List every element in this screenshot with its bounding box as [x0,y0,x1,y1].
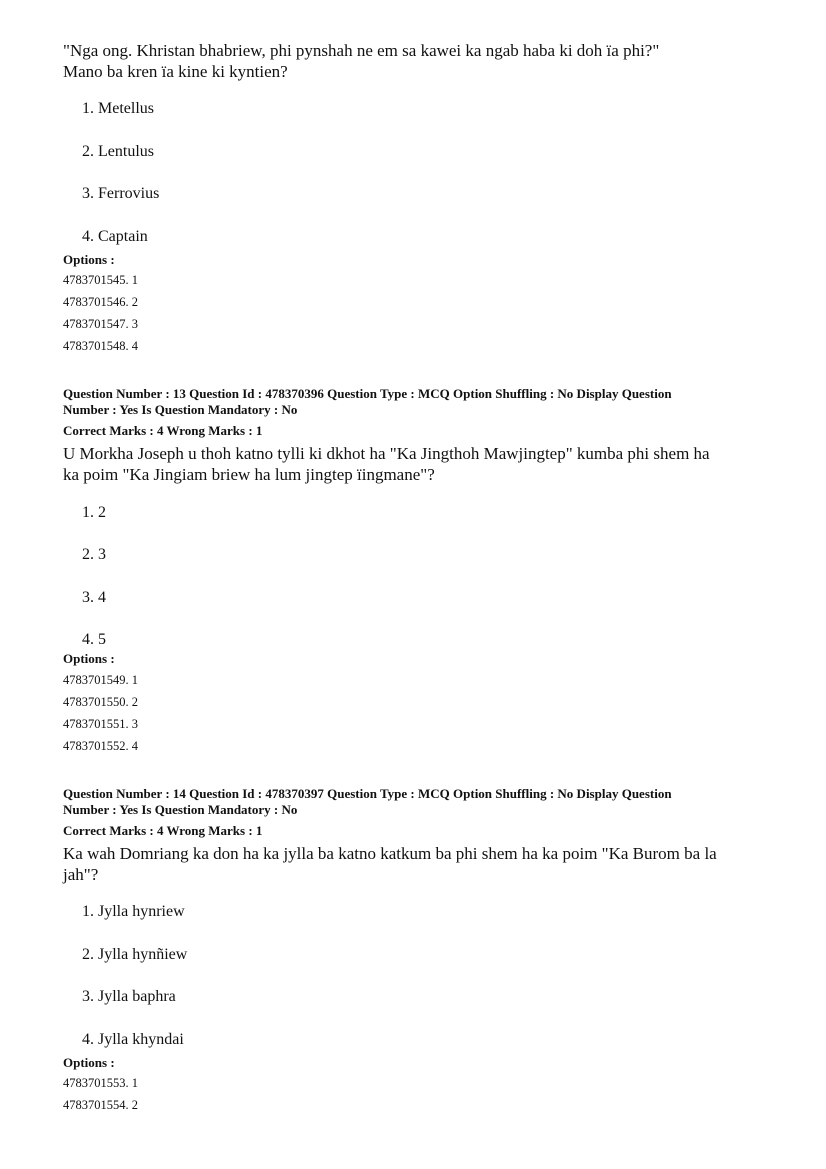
choice-item: 4. 5 [82,631,106,648]
option-id-line: 4783701546. 2 [63,295,138,309]
question-text-line: Mano ba kren ïa kine ki kyntien? [63,62,288,81]
option-id-line: 4783701547. 3 [63,317,138,331]
question-13-text [63,443,783,485]
question-text-line: jah"? [63,865,99,884]
question-14-meta [63,786,763,839]
question-text-line: Ka wah Domriang ka don ha ka jylla ba katno katkum ba phi shem ha ka poim "Ka Burom ba la [63,844,717,863]
question-12-text [63,40,783,82]
options-label: Options : [63,252,115,267]
marks-line: Correct Marks : 4 Wrong Marks : 1 [63,823,263,838]
options-label: Options : [63,1055,115,1070]
choice-item: 4. Captain [82,228,148,245]
choice-item: 3. Jylla baphra [82,988,176,1005]
choice-item: 2. 3 [82,546,106,563]
choice-item: 2. Lentulus [82,143,154,160]
marks-line: Correct Marks : 4 Wrong Marks : 1 [63,423,263,438]
question-14-text [63,843,783,885]
option-id-line: 4783701552. 4 [63,739,138,753]
question-text-line: U Morkha Joseph u thoh katno tylli ki dkhot ha "Ka Jingthoh Mawjingtep" kumba phi shem ha [63,444,710,463]
option-id-line: 4783701554. 2 [63,1098,138,1112]
option-id-line: 4783701549. 1 [63,673,138,687]
question-meta-line: Question Number : 14 Question Id : 478370397 Question Type : MCQ Option Shuffling : No Display Question [63,786,672,801]
choice-item: 1. 2 [82,504,106,521]
option-id-line: 4783701551. 3 [63,717,138,731]
option-id-line: 4783701553. 1 [63,1076,138,1090]
question-text-line: "Nga ong. Khristan bhabriew, phi pynshah ne em sa kawei ka ngab haba ki doh ïa phi?" [63,41,660,60]
question-meta-line: Number : Yes Is Question Mandatory : No [63,402,298,417]
choice-item: 1. Metellus [82,100,154,117]
option-id-line: 4783701545. 1 [63,273,138,287]
option-id-line: 4783701548. 4 [63,339,138,353]
options-label: Options : [63,651,115,666]
choice-item: 3. 4 [82,589,106,606]
choice-item: 1. Jylla hynriew [82,903,185,920]
choice-item: 2. Jylla hynñiew [82,946,188,963]
question-meta-line: Number : Yes Is Question Mandatory : No [63,802,298,817]
option-id-line: 4783701550. 2 [63,695,138,709]
question-13-meta [63,386,763,439]
choice-item: 3. Ferrovius [82,185,160,202]
question-text-line: ka poim "Ka Jingiam briew ha lum jingtep ïingmane"? [63,465,435,484]
question-meta-line: Question Number : 13 Question Id : 478370396 Question Type : MCQ Option Shuffling : No Display Question [63,386,672,401]
choice-item: 4. Jylla khyndai [82,1031,184,1048]
